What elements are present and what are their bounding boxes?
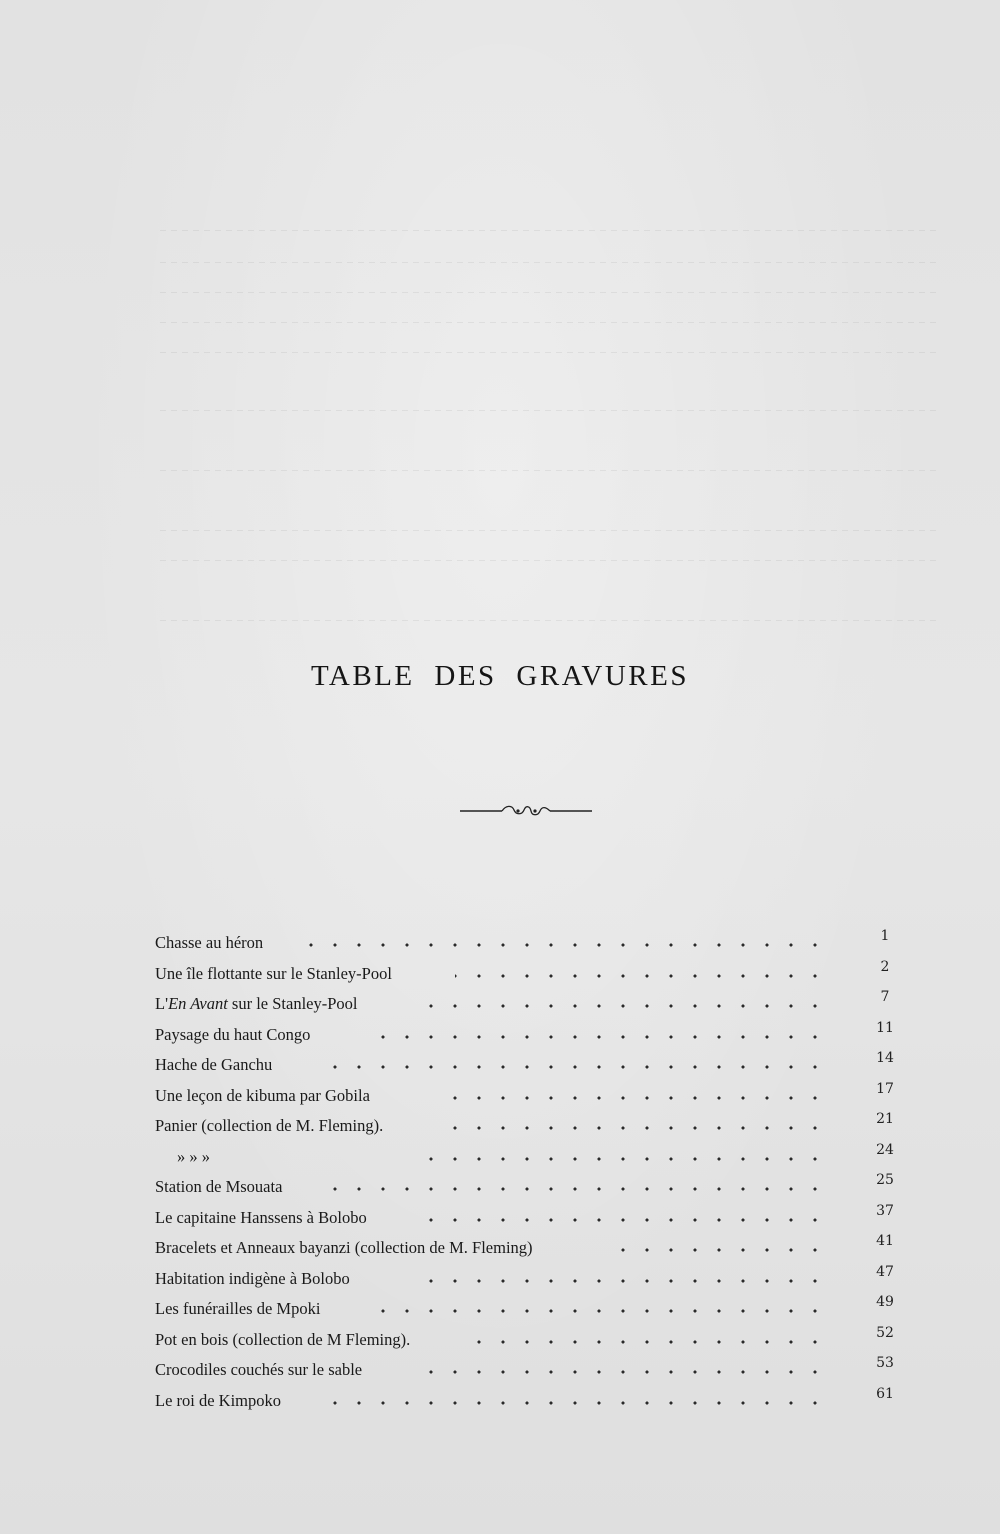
show-through-line (160, 262, 940, 263)
toc-entry-page: 41 (876, 1233, 894, 1249)
toc-entry-page: 14 (876, 1050, 894, 1066)
toc-entry (155, 1385, 905, 1419)
toc-entry-page: 17 (876, 1080, 894, 1097)
toc-entry (155, 1235, 905, 1266)
dot-leaders (417, 1370, 827, 1374)
dot-leaders (437, 1126, 827, 1130)
dot-leaders (455, 974, 827, 978)
toc-entry (155, 1019, 905, 1053)
toc-entry (155, 1113, 905, 1144)
dot-leaders (433, 1096, 827, 1100)
dot-leaders (330, 1065, 827, 1069)
toc-entry-title: Crocodiles couchés sur le sable (155, 1360, 363, 1379)
table-of-engravings (155, 930, 905, 1418)
toc-entry (155, 1052, 905, 1083)
dot-leaders (327, 1187, 827, 1191)
show-through-line (160, 530, 940, 531)
dot-leaders (413, 1157, 827, 1161)
show-through-line (160, 410, 940, 411)
toc-entry-page: 1 (880, 928, 890, 944)
toc-entry (155, 1296, 905, 1327)
toc-entry-title: Panier (collection de M. Fleming). (155, 1116, 384, 1135)
toc-entry-title: Le capitaine Hanssens à Bolobo (155, 1207, 367, 1227)
toc-entry-page: 37 (876, 1202, 894, 1219)
dot-leaders (370, 1309, 827, 1313)
show-through-line (160, 322, 940, 323)
toc-entry-title: Station de Msouata (155, 1177, 283, 1196)
toc-entry-title: Chasse au héron (155, 933, 264, 952)
dot-leaders (427, 1218, 827, 1222)
toc-entry-page: 7 (880, 989, 890, 1005)
dot-leaders (605, 1248, 827, 1252)
show-through-line (160, 560, 940, 561)
toc-entry (155, 1357, 905, 1388)
show-through-line (160, 620, 940, 621)
toc-entry-title: Paysage du haut Congo (155, 1024, 311, 1044)
toc-entry (155, 1202, 905, 1236)
toc-entry-page: 52 (876, 1324, 894, 1341)
toc-entry-title: » » » (177, 1146, 210, 1166)
toc-entry-page: 2 (880, 958, 890, 975)
show-through-line (160, 292, 940, 293)
dot-leaders (460, 1340, 827, 1344)
dot-leaders (375, 1035, 827, 1039)
fleuron-rule-ornament-icon (460, 802, 592, 820)
toc-entry (155, 1141, 905, 1175)
toc-entry-title: Une île flottante sur le Stanley-Pool (155, 963, 392, 983)
page-title: TABLE DES GRAVURES (311, 660, 689, 692)
toc-entry-title: Une leçon de kibuma par Gobila (155, 1085, 370, 1105)
toc-entry-title: L'En Avant sur le Stanley-Pool (155, 994, 358, 1013)
toc-entry-page: 11 (876, 1019, 894, 1036)
toc-entry (155, 930, 905, 961)
show-through-line (160, 470, 940, 471)
toc-entry (155, 1263, 905, 1297)
toc-entry-page: 24 (876, 1141, 894, 1158)
toc-entry (155, 1174, 905, 1205)
dot-leaders (330, 1401, 827, 1405)
toc-entry-page: 61 (876, 1385, 894, 1402)
toc-entry-title: Le roi de Kimpoko (155, 1390, 282, 1410)
toc-entry (155, 1080, 905, 1114)
toc-entry-page: 21 (876, 1111, 894, 1127)
dot-leaders (305, 943, 827, 947)
toc-entry-title: Pot en bois (collection de M Fleming). (155, 1329, 411, 1349)
toc-entry-title: Bracelets et Anneaux bayanzi (collection de M. Fleming) (155, 1238, 533, 1257)
show-through-line (160, 352, 940, 353)
toc-entry (155, 1324, 905, 1358)
toc-entry (155, 991, 905, 1022)
toc-entry-page: 49 (876, 1294, 894, 1310)
toc-entry-title: Les funérailles de Mpoki (155, 1299, 321, 1318)
dot-leaders (417, 1004, 827, 1008)
toc-entry-page: 25 (876, 1172, 894, 1188)
toc-entry-title: Habitation indigène à Bolobo (155, 1268, 350, 1288)
toc-entry-page: 47 (876, 1263, 894, 1280)
toc-entry-title: Hache de Ganchu (155, 1055, 273, 1074)
toc-entry (155, 958, 905, 992)
dot-leaders (413, 1279, 827, 1283)
toc-entry-page: 53 (876, 1355, 894, 1371)
show-through-line (160, 230, 940, 231)
